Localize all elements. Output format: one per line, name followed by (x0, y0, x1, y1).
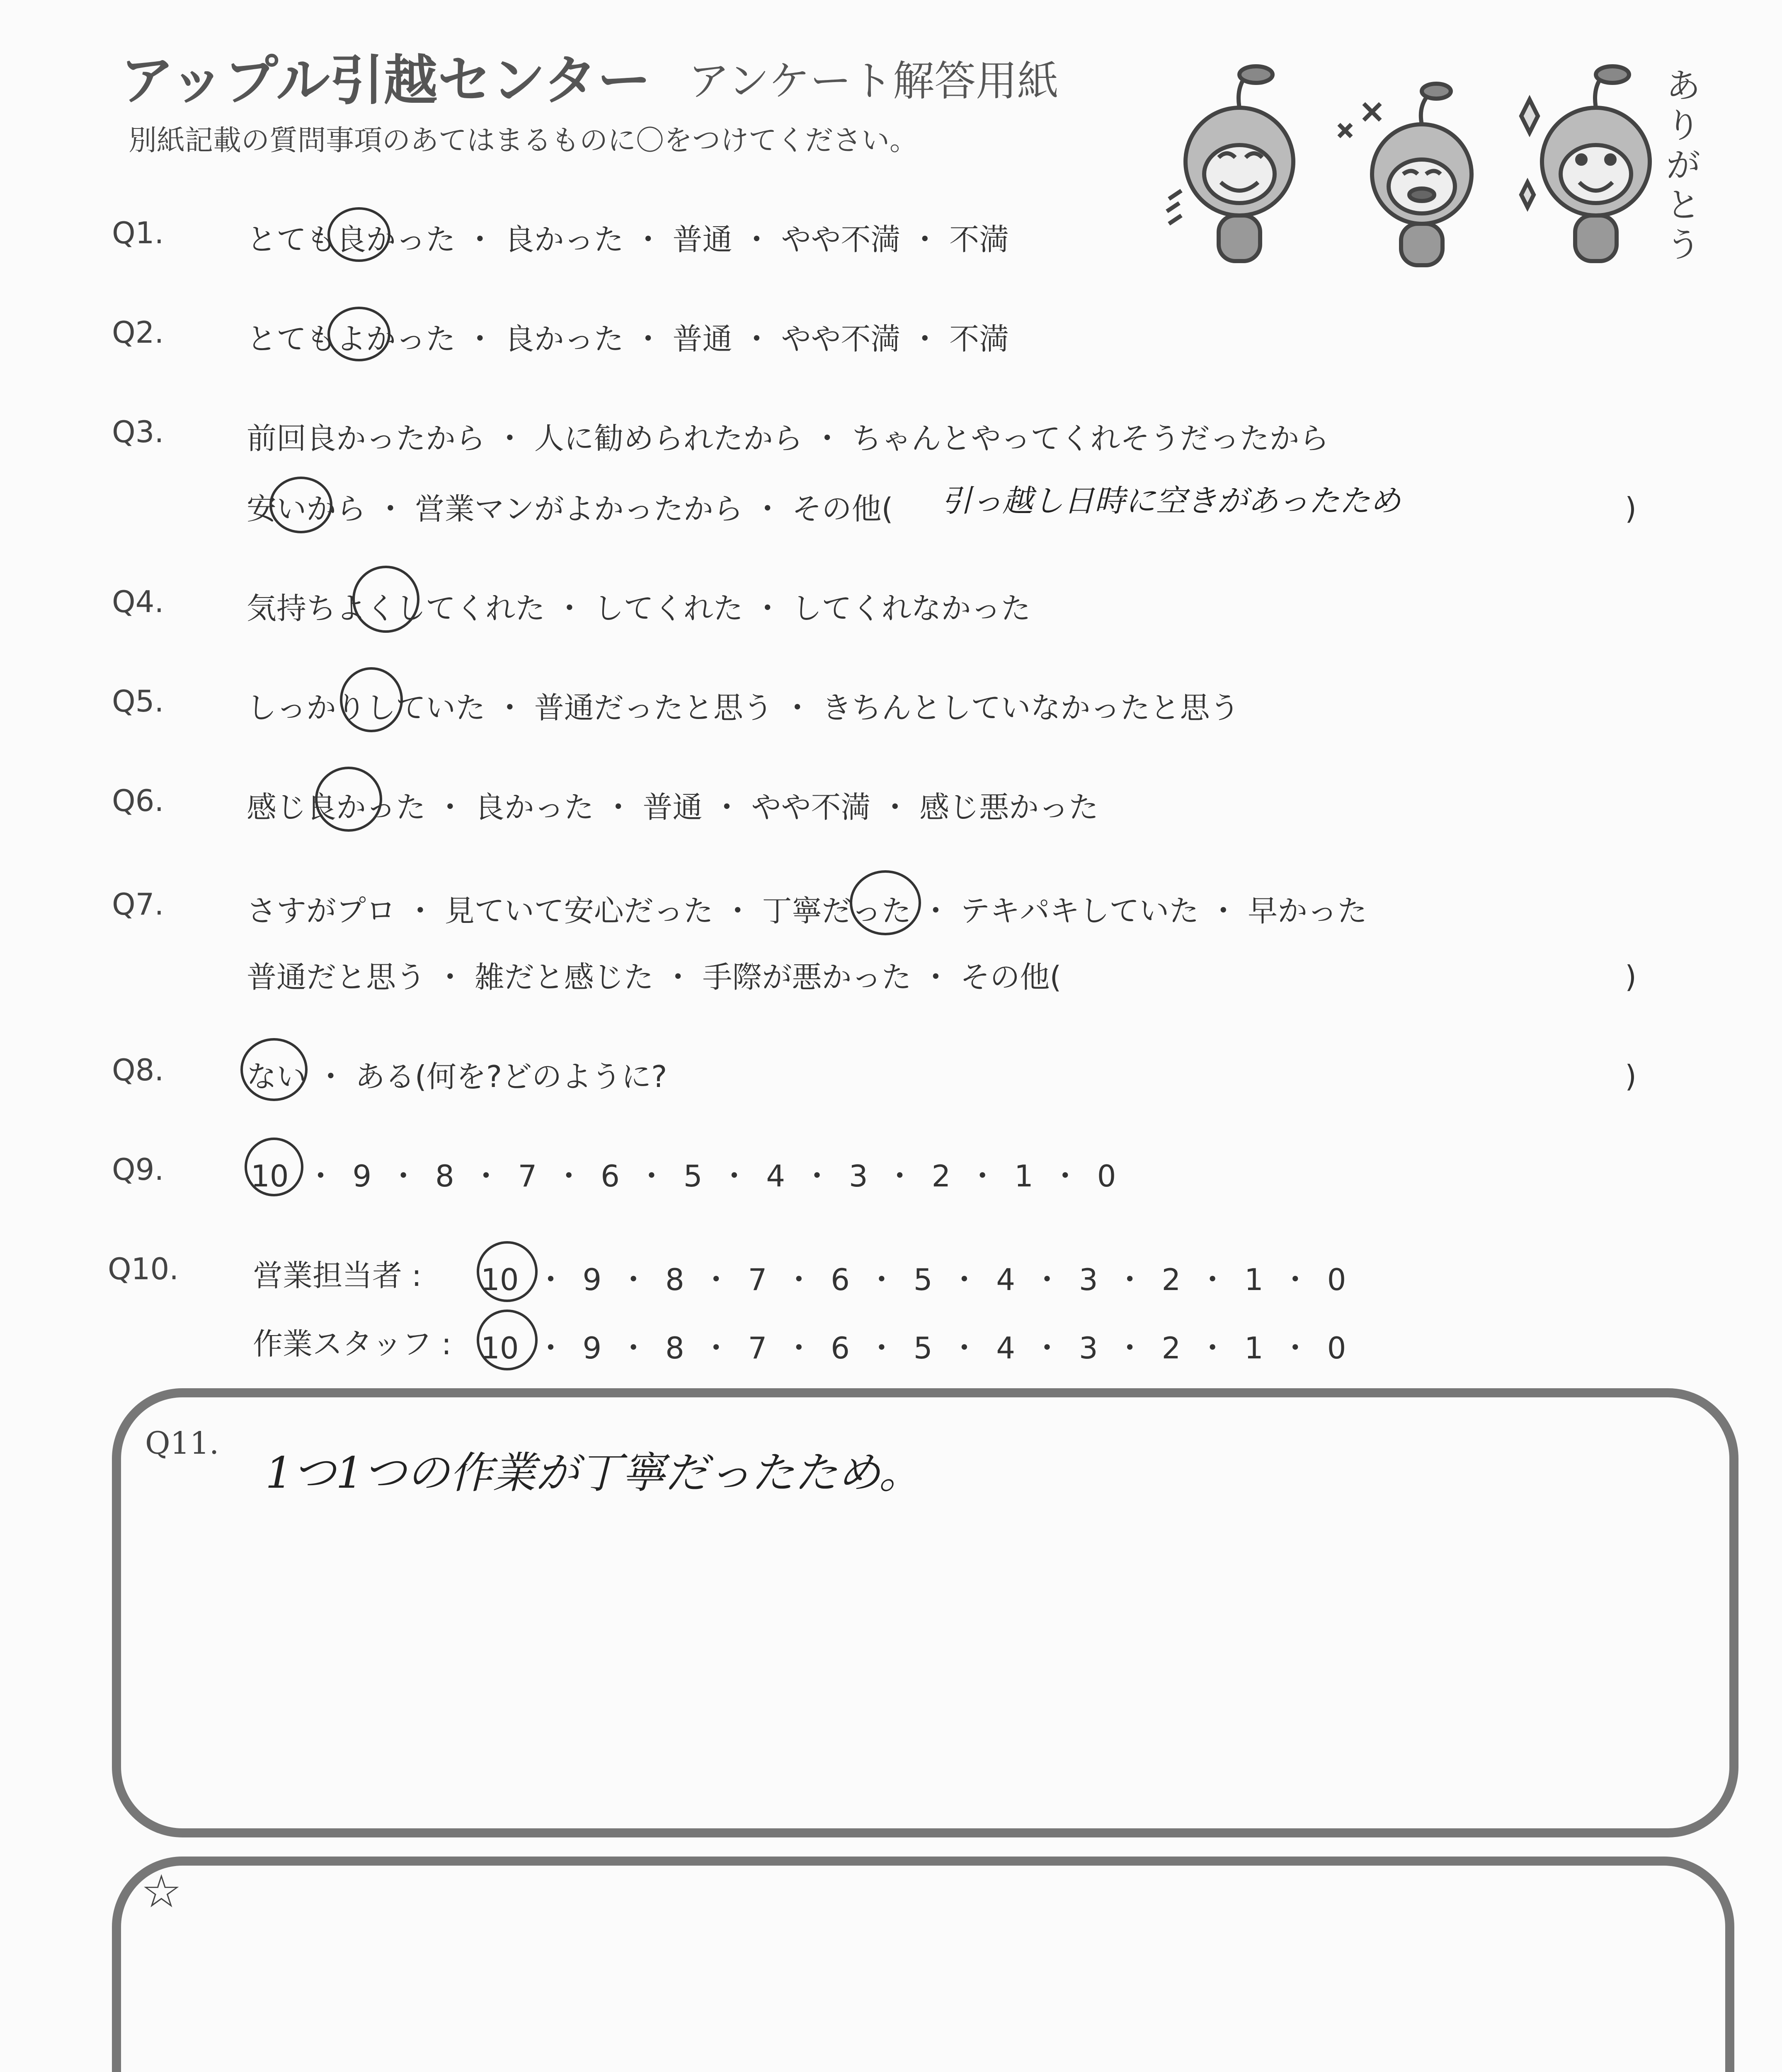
q3-close-paren: ) (1625, 491, 1637, 526)
q10-sales-scale[interactable]: 10 ・ 9 ・ 8 ・ 7 ・ 6 ・ 5 ・ 4 ・ 3 ・ 2 ・ 1 ・ 0 (481, 1262, 1346, 1297)
q3-other-answer: 引っ越し日時に空きがあったため (941, 483, 1401, 519)
q1-label: Q1. (112, 215, 164, 250)
q1-answer-circle (327, 207, 390, 262)
form-title: アップル引越センター (120, 49, 651, 112)
q4-answer-circle (352, 566, 419, 633)
q10-label: Q10. (108, 1251, 179, 1286)
q4-label: Q4. (112, 584, 164, 619)
q8-close-paren: ) (1625, 1059, 1637, 1094)
q2-options[interactable]: とてもよかった ・ 良かった ・ 普通 ・ やや不満 ・ 不満 (247, 322, 1009, 356)
q7-close-paren: ) (1625, 959, 1637, 994)
q8-label: Q8. (112, 1053, 164, 1087)
q10-staff-label: 作業スタッフ : (253, 1326, 452, 1361)
q6-answer-circle (315, 767, 382, 832)
q6-label: Q6. (112, 783, 164, 818)
q5-answer-circle (340, 667, 403, 732)
q11-answer[interactable]: 1つ1つの作業が丁寧だったため。 (265, 1447, 922, 1498)
q9-answer-circle (245, 1138, 303, 1196)
q9-label: Q9. (112, 1152, 164, 1187)
star-icon: ☆ (141, 1865, 182, 1918)
q8-options[interactable]: ない ・ ある(何を?どのように? (247, 1059, 667, 1094)
q3-label: Q3. (112, 414, 164, 449)
q3-answer-circle (269, 477, 332, 533)
q1-options[interactable]: とても良かった ・ 良かった ・ 普通 ・ やや不満 ・ 不満 (247, 222, 1009, 257)
q3-options-line1[interactable]: 前回良かったから ・ 人に勧められたから ・ ちゃんとやってくれそうだったから (247, 421, 1329, 456)
q5-label: Q5. (112, 684, 164, 719)
q2-label: Q2. (112, 315, 164, 350)
q7-label: Q7. (112, 887, 164, 922)
instructions: 別紙記載の質問事項のあてはまるものに〇をつけてください。 (128, 124, 918, 157)
q10-staff-scale[interactable]: 10 ・ 9 ・ 8 ・ 7 ・ 6 ・ 5 ・ 4 ・ 3 ・ 2 ・ 1 ・ 0 (481, 1331, 1346, 1365)
q10-sales-answer-circle (477, 1241, 538, 1302)
q4-options[interactable]: 気持ちよくしてくれた ・ してくれた ・ してくれなかった (247, 591, 1031, 626)
q5-options[interactable]: しっかりしていた ・ 普通だったと思う ・ きちんとしていなかったと思う (247, 690, 1240, 725)
mascot-illustration (1156, 58, 1720, 274)
q7-options-line1[interactable]: さすがプロ ・ 見ていて安心だった ・ 丁寧だった ・ テキパキしていた ・ 早かった (247, 893, 1367, 928)
q2-answer-circle (327, 307, 390, 361)
q10-sales-label: 営業担当者 : (253, 1258, 422, 1293)
q6-options[interactable]: 感じ良かった ・ 良かった ・ 普通 ・ やや不満 ・ 感じ悪かった (247, 790, 1099, 825)
q9-scale[interactable]: 10 ・ 9 ・ 8 ・ 7 ・ 6 ・ 5 ・ 4 ・ 3 ・ 2 ・ 1 ・ 0 (251, 1159, 1116, 1193)
form-subtitle: アンケート解答用紙 (688, 57, 1059, 105)
q7-answer-circle (850, 870, 921, 935)
q8-answer-circle (240, 1038, 308, 1101)
q10-staff-answer-circle (477, 1310, 538, 1370)
q11-label: Q11. (145, 1426, 219, 1461)
mascot-caption: ありがとう (1666, 66, 1701, 265)
q3-options-line2[interactable]: 安いから ・ 営業マンがよかったから ・ その他( (247, 491, 893, 526)
q7-options-line2[interactable]: 普通だと思う ・ 雑だと感じた ・ 手際が悪かった ・ その他( (247, 960, 1062, 995)
comment-box[interactable] (112, 1857, 1734, 2072)
